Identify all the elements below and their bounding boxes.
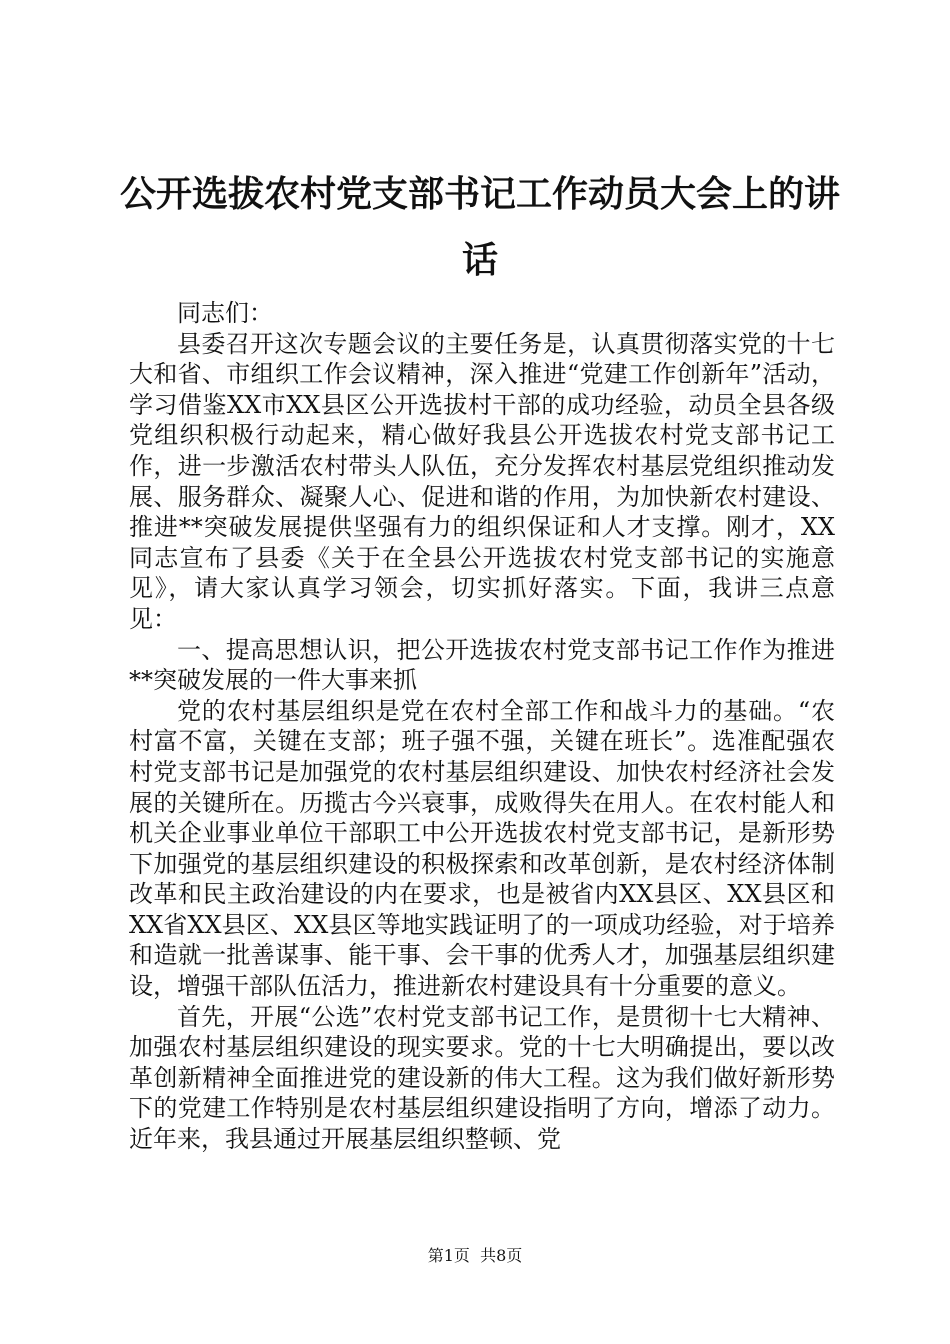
- total-pages: 共8页: [480, 1246, 523, 1265]
- body-paragraph: 首先，开展“公选”农村党支部书记工作，是贯彻十七大精神、加强农村基层组织建设的现实要求。党的十七大明确提出，要以改革创新精神全面推进党的建设新的伟大工程。这为我们做好新形势下的党建工作特别是农村基层组织建设指明了方向，增添了动力。近年来，我县通过开展基层组织整顿、党: [129, 1002, 835, 1154]
- salutation-paragraph: 同志们：: [177, 299, 273, 327]
- document-title: 公开选拔农村党支部书记工作动员大会上的讲话: [120, 174, 841, 281]
- page-footer: [0, 1246, 950, 1266]
- section-heading-paragraph: 一、提高思想认识，把公开选拔农村党支部书记工作作为推进**突破发展的一件大事来抓: [129, 635, 835, 695]
- body-paragraph: 县委召开这次专题会议的主要任务是，认真贯彻落实党的十七大和省、市组织工作会议精神，深入推进“党建工作创新年”活动，学习借鉴XX市XX县区公开选拔村干部的成功经验，动员全县各级党组织积极行动起来，精心做好我县公开选拔农村党支部书记工作，进一步激活农村带头人队伍，充分发挥农村基层党组织推动发展、服务群众、凝聚人心、促进和谐的作用，为加快新农村建设、推进**突破发展提供坚强有力的组织保证和人才支撑。刚才，XX同志宣布了县委《关于在全县公开选拔农村党支部书记的实施意见》，请大家认真学习领会，切实抓好落实。下面，我讲三点意见：: [129, 329, 835, 633]
- body-paragraph: 党的农村基层组织是党在农村全部工作和战斗力的基础。“农村富不富，关键在支部；班子强不强，关键在班长”。选准配强农村党支部书记是加强党的农村基层组织建设、加快农村经济社会发展的关键所在。历揽古今兴衰事，成败得失在用人。在农村能人和机关企业事业单位干部职工中公开选拔农村党支部书记，是新形势下加强党的基层组织建设的积极探索和改革创新，是农村经济体制改革和民主政治建设的内在要求，也是被省内XX县区、XX县区和XX省XX县区、XX县区等地实践证明了的一项成功经验，对于培养和造就一批善谋事、能干事、会干事的优秀人才，加强基层组织建设，增强干部队伍活力，推进新农村建设具有十分重要的意义。: [129, 696, 835, 1001]
- page-number: 第1页: [427, 1246, 470, 1265]
- document-body: [129, 298, 835, 1155]
